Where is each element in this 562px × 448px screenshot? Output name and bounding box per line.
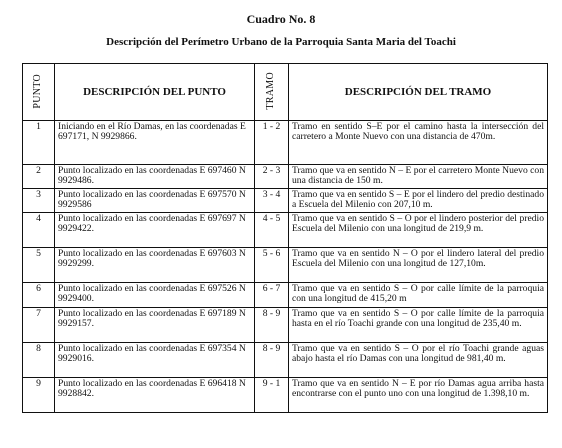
- descripcion-tramo-cell: Tramo que va en sentido S – O por el río Toachi grande aguas abajo hasta el río Damas con una longitud de 981,40 m.: [289, 343, 548, 378]
- punto-cell: 1: [23, 121, 55, 165]
- column-header-descripcion-punto: DESCRIPCIÓN DEL PUNTO: [55, 64, 255, 121]
- descripcion-punto-cell: Punto localizado en las coordenadas E 697697 N 9929422.: [55, 213, 255, 248]
- tramo-cell: 5 - 6: [255, 248, 289, 283]
- punto-cell: 3: [23, 189, 55, 213]
- punto-cell: 4: [23, 213, 55, 248]
- descripcion-tramo-cell: Tramo que va en sentido S – O por calle límite de la parroquia con una longitud de 415,20 m: [289, 283, 548, 308]
- descripcion-punto-cell: Punto localizado en las coordenadas E 697570 N 9929586: [55, 189, 255, 213]
- table-caption-title: Cuadro No. 8: [246, 12, 316, 26]
- table-header-row: [23, 64, 548, 121]
- descripcion-tramo-cell: Tramo que va en sentido S – O por calle límite de la parroquia hasta en el río Toachi grande con una longitud de 235,40 m.: [289, 308, 548, 343]
- column-header-tramo: TRAMO: [255, 64, 289, 121]
- table-row: [23, 121, 548, 165]
- tramo-cell: 1 - 2: [255, 121, 289, 165]
- table-row: [23, 378, 548, 413]
- descripcion-punto-cell: Punto localizado en las coordenadas E 697189 N 9929157.: [55, 308, 255, 343]
- table-row: [23, 213, 548, 248]
- table-caption-subtitle: Descripción del Perímetro Urbano de la Parroquia Santa Maria del Toachi: [106, 36, 456, 48]
- descripcion-punto-cell: Punto localizado en las coordenadas E 697603 N 9929299.: [55, 248, 255, 283]
- column-header-punto: PUNTO: [23, 64, 55, 121]
- descripcion-punto-cell: Punto localizado en las coordenadas E 697526 N 9929400.: [55, 283, 255, 308]
- tramo-cell: 3 - 4: [255, 189, 289, 213]
- punto-cell: 9: [23, 378, 55, 413]
- column-header-descripcion-tramo: DESCRIPCIÓN DEL TRAMO: [289, 64, 548, 121]
- table-row: [23, 283, 548, 308]
- punto-cell: 8: [23, 343, 55, 378]
- table-row: [23, 308, 548, 343]
- perimeter-table: [22, 63, 548, 413]
- tramo-cell: 9 - 1: [255, 378, 289, 413]
- table-row: [23, 343, 548, 378]
- descripcion-tramo-cell: Tramo en sentido S–E por el camino hasta la intersección del carretero a Monte Nuevo con una distancia de 470m.: [289, 121, 548, 165]
- table-row: [23, 189, 548, 213]
- punto-cell: 2: [23, 165, 55, 189]
- tramo-cell: 6 - 7: [255, 283, 289, 308]
- tramo-cell: 2 - 3: [255, 165, 289, 189]
- descripcion-punto-cell: Punto localizado en las coordenadas E 697354 N 9929016.: [55, 343, 255, 378]
- descripcion-punto-cell: Punto localizado en las coordenadas E 697460 N 9929486.: [55, 165, 255, 189]
- descripcion-punto-cell: Iniciando en el Río Damas, en las coordenadas E 697171, N 9929866.: [55, 121, 255, 165]
- descripcion-tramo-cell: Tramo que va en sentido N – E por río Damas agua arriba hasta encontrarse con el punto uno con una longitud de 1.398,10 m.: [289, 378, 548, 413]
- descripcion-tramo-cell: Tramo que va en sentido S – E por el lindero del predio destinado a Escuela del Milenio con 207,10 m.: [289, 189, 548, 213]
- punto-cell: 5: [23, 248, 55, 283]
- descripcion-tramo-cell: Tramo que va en sentido N – E por el carretero Monte Nuevo con una distancia de 150 m.: [289, 165, 548, 189]
- tramo-cell: 8 - 9: [255, 308, 289, 343]
- punto-cell: 6: [23, 283, 55, 308]
- table-row: [23, 165, 548, 189]
- tramo-cell: 4 - 5: [255, 213, 289, 248]
- table-row: [23, 248, 548, 283]
- descripcion-tramo-cell: Tramo que va en sentido N – O por el lindero lateral del predio Escuela del Milenio con una longitud de 127,10m.: [289, 248, 548, 283]
- descripcion-tramo-cell: Tramo que va en sentido S – O por el lindero posterior del predio Escuela del Milenio con una longitud de 219,9 m.: [289, 213, 548, 248]
- punto-cell: 7: [23, 308, 55, 343]
- tramo-cell: 8 - 9: [255, 343, 289, 378]
- descripcion-punto-cell: Punto localizado en las coordenadas E 696418 N 9928842.: [55, 378, 255, 413]
